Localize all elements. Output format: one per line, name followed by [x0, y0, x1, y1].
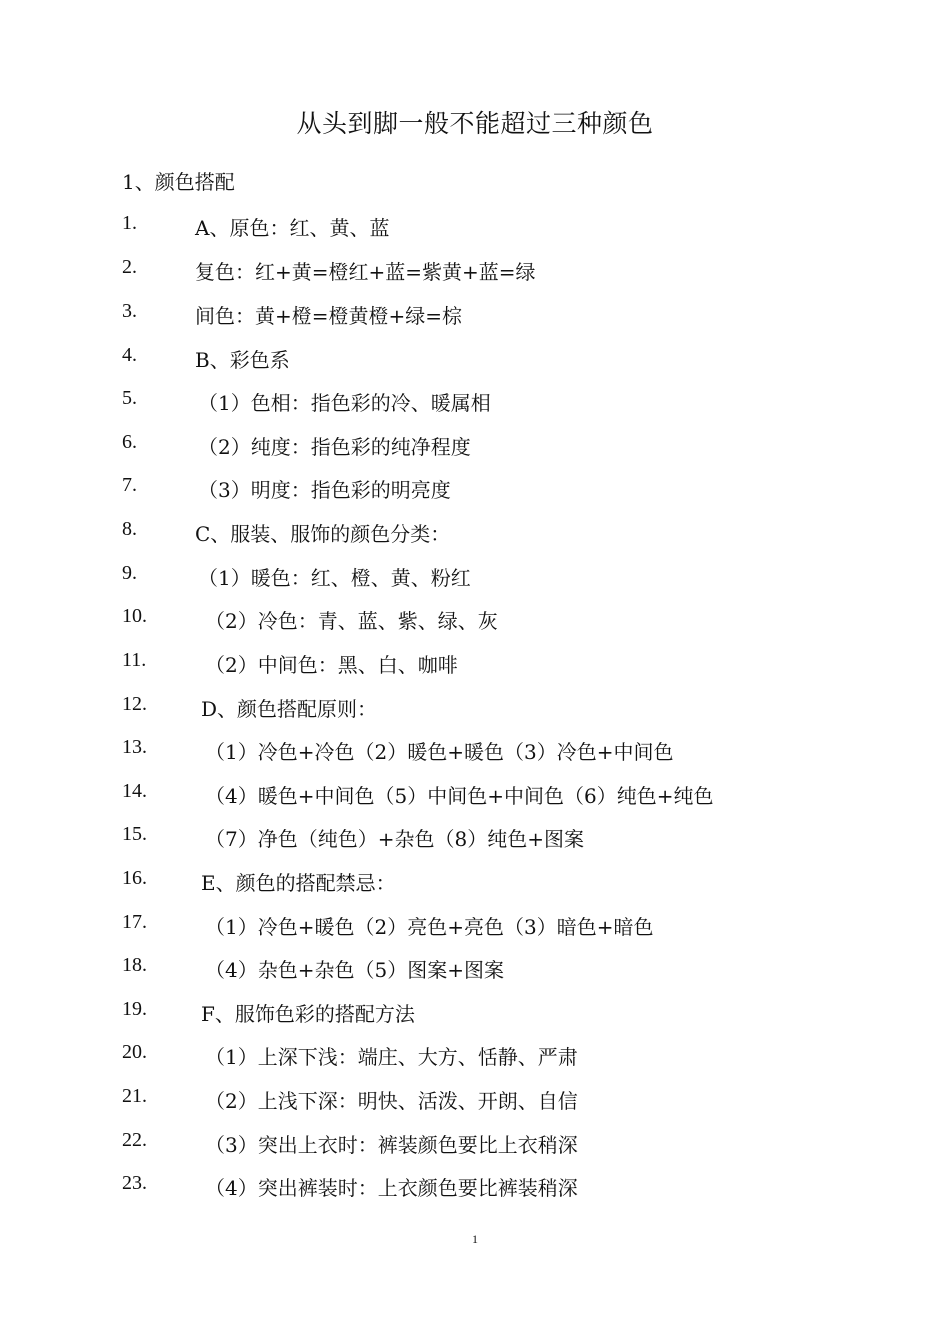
list-item-text: E、颜色的搭配禁忌： [201, 871, 396, 895]
list-item [0, 605, 950, 635]
list-item-text: 复色：红+黄=橙红+蓝=紫黄+蓝=绿 [195, 260, 536, 284]
list-item-text: （1）暖色：红、橙、黄、粉红 [198, 566, 471, 590]
list-item-text: D、颜色搭配原则： [201, 697, 378, 721]
list-item [0, 998, 950, 1028]
page-number: 1 [472, 1232, 478, 1246]
list-item-text: （1）上深下浅：端庄、大方、恬静、严肃 [205, 1045, 578, 1069]
list-item-number: 7. [122, 474, 137, 496]
list-item-text: B、彩色系 [195, 348, 290, 372]
list-item-number: 19. [122, 998, 147, 1020]
list-item-number: 1. [122, 212, 137, 234]
list-item-text: （3）突出上衣时：裤装颜色要比上衣稍深 [205, 1133, 578, 1157]
list-item-text: （3）明度：指色彩的明亮度 [198, 478, 451, 502]
list-item-number: 20. [122, 1041, 147, 1063]
list-item [0, 562, 950, 592]
list-item [0, 387, 950, 417]
list-item-number: 23. [122, 1172, 147, 1194]
list-item-number: 16. [122, 867, 147, 889]
list-item [0, 212, 950, 242]
list-item [0, 1129, 950, 1159]
list-item-number: 6. [122, 431, 137, 453]
list-item-number: 11. [122, 649, 147, 671]
list-item-number: 15. [122, 823, 147, 845]
list-item-number: 9. [122, 562, 137, 584]
list-item-text: （1）冷色+暖色（2）亮色+亮色（3）暗色+暗色 [205, 915, 654, 939]
list-item [0, 344, 950, 374]
list-item-number: 3. [122, 300, 137, 322]
list-item [0, 1172, 950, 1202]
list-item-number: 12. [122, 693, 147, 715]
list-item-text: （7）净色（纯色）+杂色（8）纯色+图案 [205, 827, 584, 851]
list-item [0, 1041, 950, 1071]
list-item-text: （4）突出裤装时：上衣颜色要比裤装稍深 [205, 1176, 578, 1200]
list-item [0, 518, 950, 548]
list-item [0, 693, 950, 723]
list-item [0, 736, 950, 766]
list-item-number: 10. [122, 605, 147, 627]
list-item-number: 14. [122, 780, 147, 802]
list-item-text: C、服装、服饰的颜色分类： [195, 522, 451, 546]
list-item-text: （2）上浅下深：明快、活泼、开朗、自信 [205, 1089, 578, 1113]
list-item-number: 18. [122, 954, 147, 976]
list-item [0, 474, 950, 504]
list-item-number: 4. [122, 344, 137, 366]
list-item [0, 780, 950, 810]
list-item [0, 911, 950, 941]
list-item-text: F、服饰色彩的搭配方法 [201, 1002, 415, 1026]
list-item-text: （1）色相：指色彩的冷、暖属相 [198, 391, 491, 415]
list-item-number: 17. [122, 911, 147, 933]
list-item [0, 256, 950, 286]
list-item-text: （2）冷色：青、蓝、紫、绿、灰 [205, 609, 498, 633]
document-title: 从头到脚一般不能超过三种颜色 [296, 109, 654, 138]
list-item-text: （2）中间色：黑、白、咖啡 [205, 653, 458, 677]
list-item [0, 300, 950, 330]
list-item-number: 21. [122, 1085, 147, 1107]
list-item-text: （4）杂色+杂色（5）图案+图案 [205, 958, 504, 982]
list-item [0, 649, 950, 679]
section-heading: 1、颜色搭配 [122, 170, 235, 194]
list-item [0, 431, 950, 461]
list-item-number: 22. [122, 1129, 147, 1151]
list-item-number: 2. [122, 256, 137, 278]
list-item [0, 954, 950, 984]
list-item-text: （4）暖色+中间色（5）中间色+中间色（6）纯色+纯色 [205, 784, 714, 808]
list-item-number: 13. [122, 736, 147, 758]
list-item [0, 1085, 950, 1115]
list-item [0, 823, 950, 853]
list-item-text: （1）冷色+冷色（2）暖色+暖色（3）冷色+中间色 [205, 740, 674, 764]
list-item-number: 8. [122, 518, 137, 540]
list-item-text: （2）纯度：指色彩的纯净程度 [198, 435, 471, 459]
list-item-number: 5. [122, 387, 137, 409]
list-item-text: A、原色：红、黄、蓝 [195, 216, 390, 240]
list-item [0, 867, 950, 897]
list-item-text: 间色：黄+橙=橙黄橙+绿=棕 [195, 304, 463, 328]
